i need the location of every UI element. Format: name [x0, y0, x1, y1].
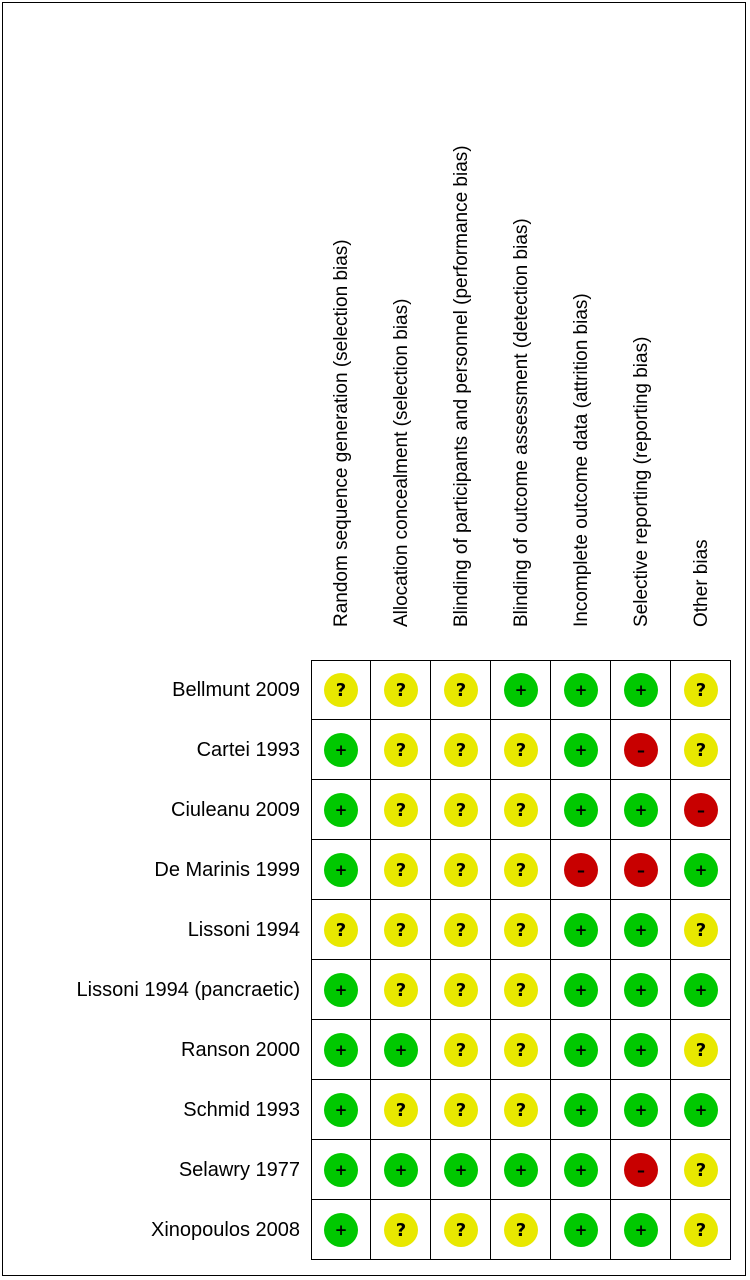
grid-cell [611, 720, 671, 780]
unclear-risk-icon: ? [384, 913, 418, 947]
unclear-risk-icon: ? [444, 913, 478, 947]
grid-cell [671, 780, 731, 840]
high-risk-icon: – [684, 793, 718, 827]
column-header-label: Random sequence generation (selection bias) [331, 239, 352, 627]
low-risk-icon: + [564, 673, 598, 707]
grid-cell [371, 1200, 431, 1260]
low-risk-icon: + [504, 1153, 538, 1187]
unclear-risk-icon: ? [504, 1033, 538, 1067]
unclear-risk-icon: ? [504, 973, 538, 1007]
study-label: Schmid 1993 [183, 1099, 300, 1121]
grid-cell [551, 960, 611, 1020]
unclear-risk-icon: ? [504, 1093, 538, 1127]
grid-cell [371, 720, 431, 780]
grid-cell [311, 840, 371, 900]
grid-cell [371, 960, 431, 1020]
grid-cell [431, 1020, 491, 1080]
unclear-risk-icon: ? [504, 913, 538, 947]
column-header-label: Allocation concealment (selection bias) [391, 298, 412, 627]
unclear-risk-icon: ? [684, 733, 718, 767]
low-risk-icon: + [624, 793, 658, 827]
column-header [391, 298, 412, 649]
grid-cell [551, 720, 611, 780]
column-header-label: Other bias [691, 539, 712, 627]
low-risk-icon: + [564, 793, 598, 827]
grid-cell [491, 840, 551, 900]
unclear-risk-icon: ? [384, 673, 418, 707]
unclear-risk-icon: ? [384, 793, 418, 827]
grid-cell [671, 1140, 731, 1200]
grid-cell [371, 840, 431, 900]
study-label: Ranson 2000 [181, 1039, 300, 1061]
grid-cell [671, 1080, 731, 1140]
low-risk-icon: + [324, 1093, 358, 1127]
column-header-label: Blinding of outcome assessment (detection bias) [511, 218, 532, 627]
unclear-risk-icon: ? [444, 1213, 478, 1247]
grid-cell [611, 840, 671, 900]
low-risk-icon: + [564, 1213, 598, 1247]
grid-cell [371, 1080, 431, 1140]
column-header [331, 239, 352, 649]
study-label: Lissoni 1994 (pancraetic) [76, 979, 300, 1001]
grid-cell [551, 1140, 611, 1200]
column-header [451, 145, 472, 649]
grid-cell [491, 720, 551, 780]
unclear-risk-icon: ? [444, 1093, 478, 1127]
unclear-risk-icon: ? [684, 673, 718, 707]
low-risk-icon: + [324, 853, 358, 887]
unclear-risk-icon: ? [324, 913, 358, 947]
study-label: Selawry 1977 [178, 1159, 300, 1181]
grid-cell [611, 780, 671, 840]
low-risk-icon: + [564, 913, 598, 947]
low-risk-icon: + [624, 1093, 658, 1127]
study-label: Cartei 1993 [196, 739, 300, 761]
low-risk-icon: + [324, 793, 358, 827]
grid-cell [611, 1140, 671, 1200]
grid-cell [551, 840, 611, 900]
low-risk-icon: + [324, 733, 358, 767]
low-risk-icon: + [504, 673, 538, 707]
column-header [571, 293, 592, 649]
grid-cell [311, 1020, 371, 1080]
low-risk-icon: + [624, 1213, 658, 1247]
grid-cell [551, 660, 611, 720]
risk-of-bias-grid [311, 660, 731, 1260]
grid-cell [431, 960, 491, 1020]
grid-cell [491, 1140, 551, 1200]
unclear-risk-icon: ? [384, 733, 418, 767]
study-label: Lissoni 1994 [187, 919, 300, 941]
low-risk-icon: + [324, 1033, 358, 1067]
grid-cell [371, 780, 431, 840]
low-risk-icon: + [564, 1153, 598, 1187]
low-risk-icon: + [624, 913, 658, 947]
column-header-label: Blinding of participants and personnel (performance bias) [451, 145, 472, 627]
grid-cell [371, 660, 431, 720]
unclear-risk-icon: ? [684, 1033, 718, 1067]
grid-cell [371, 1020, 431, 1080]
grid-cell [611, 1020, 671, 1080]
grid-cell [311, 960, 371, 1020]
column-header [631, 336, 652, 649]
low-risk-icon: + [384, 1153, 418, 1187]
unclear-risk-icon: ? [684, 1213, 718, 1247]
high-risk-icon: – [564, 853, 598, 887]
column-header [511, 218, 532, 649]
unclear-risk-icon: ? [504, 1213, 538, 1247]
study-label: Xinopoulos 2008 [150, 1219, 300, 1241]
unclear-risk-icon: ? [444, 853, 478, 887]
grid-cell [671, 660, 731, 720]
grid-cell [491, 780, 551, 840]
grid-cell [611, 900, 671, 960]
low-risk-icon: + [624, 1033, 658, 1067]
unclear-risk-icon: ? [384, 1093, 418, 1127]
grid-cell [431, 1200, 491, 1260]
column-header-label: Selective reporting (reporting bias) [631, 336, 652, 627]
grid-cell [611, 960, 671, 1020]
grid-cell [671, 900, 731, 960]
grid-cell [491, 1020, 551, 1080]
grid-cell [311, 660, 371, 720]
grid-cell [671, 720, 731, 780]
low-risk-icon: + [684, 973, 718, 1007]
low-risk-icon: + [564, 733, 598, 767]
grid-cell [431, 900, 491, 960]
column-header-label: Incomplete outcome data (attrition bias) [571, 293, 592, 627]
grid-cell [551, 1200, 611, 1260]
study-label: Bellmunt 2009 [172, 679, 300, 701]
unclear-risk-icon: ? [504, 853, 538, 887]
low-risk-icon: + [444, 1153, 478, 1187]
grid-cell [311, 900, 371, 960]
low-risk-icon: + [564, 1033, 598, 1067]
grid-cell [551, 1020, 611, 1080]
low-risk-icon: + [384, 1033, 418, 1067]
grid-cell [311, 780, 371, 840]
low-risk-icon: + [624, 973, 658, 1007]
unclear-risk-icon: ? [444, 1033, 478, 1067]
unclear-risk-icon: ? [504, 793, 538, 827]
grid-cell [491, 1200, 551, 1260]
high-risk-icon: – [624, 1153, 658, 1187]
grid-cell [491, 960, 551, 1020]
study-label: Ciuleanu 2009 [171, 799, 300, 821]
unclear-risk-icon: ? [444, 793, 478, 827]
grid-cell [311, 720, 371, 780]
grid-cell [671, 1020, 731, 1080]
grid-cell [491, 1080, 551, 1140]
grid-cell [431, 720, 491, 780]
grid-cell [671, 960, 731, 1020]
low-risk-icon: + [324, 1213, 358, 1247]
grid-cell [611, 660, 671, 720]
grid-cell [311, 1080, 371, 1140]
unclear-risk-icon: ? [384, 853, 418, 887]
grid-cell [551, 900, 611, 960]
study-label: De Marinis 1999 [154, 859, 300, 881]
low-risk-icon: + [684, 1093, 718, 1127]
low-risk-icon: + [684, 853, 718, 887]
unclear-risk-icon: ? [444, 733, 478, 767]
grid-cell [431, 1140, 491, 1200]
unclear-risk-icon: ? [444, 973, 478, 1007]
high-risk-icon: – [624, 733, 658, 767]
column-header [691, 539, 712, 649]
unclear-risk-icon: ? [324, 673, 358, 707]
unclear-risk-icon: ? [684, 1153, 718, 1187]
unclear-risk-icon: ? [384, 1213, 418, 1247]
grid-cell [611, 1080, 671, 1140]
grid-cell [431, 780, 491, 840]
grid-cell [431, 840, 491, 900]
grid-cell [311, 1140, 371, 1200]
grid-cell [371, 900, 431, 960]
unclear-risk-icon: ? [384, 973, 418, 1007]
grid-cell [491, 900, 551, 960]
grid-cell [551, 780, 611, 840]
high-risk-icon: – [624, 853, 658, 887]
unclear-risk-icon: ? [444, 673, 478, 707]
grid-cell [431, 1080, 491, 1140]
grid-cell [371, 1140, 431, 1200]
unclear-risk-icon: ? [504, 733, 538, 767]
low-risk-icon: + [324, 1153, 358, 1187]
low-risk-icon: + [564, 973, 598, 1007]
grid-cell [311, 1200, 371, 1260]
grid-cell [431, 660, 491, 720]
grid-cell [611, 1200, 671, 1260]
low-risk-icon: + [324, 973, 358, 1007]
grid-cell [671, 840, 731, 900]
low-risk-icon: + [624, 673, 658, 707]
low-risk-icon: + [564, 1093, 598, 1127]
grid-cell [551, 1080, 611, 1140]
unclear-risk-icon: ? [684, 913, 718, 947]
grid-cell [671, 1200, 731, 1260]
grid-cell [491, 660, 551, 720]
